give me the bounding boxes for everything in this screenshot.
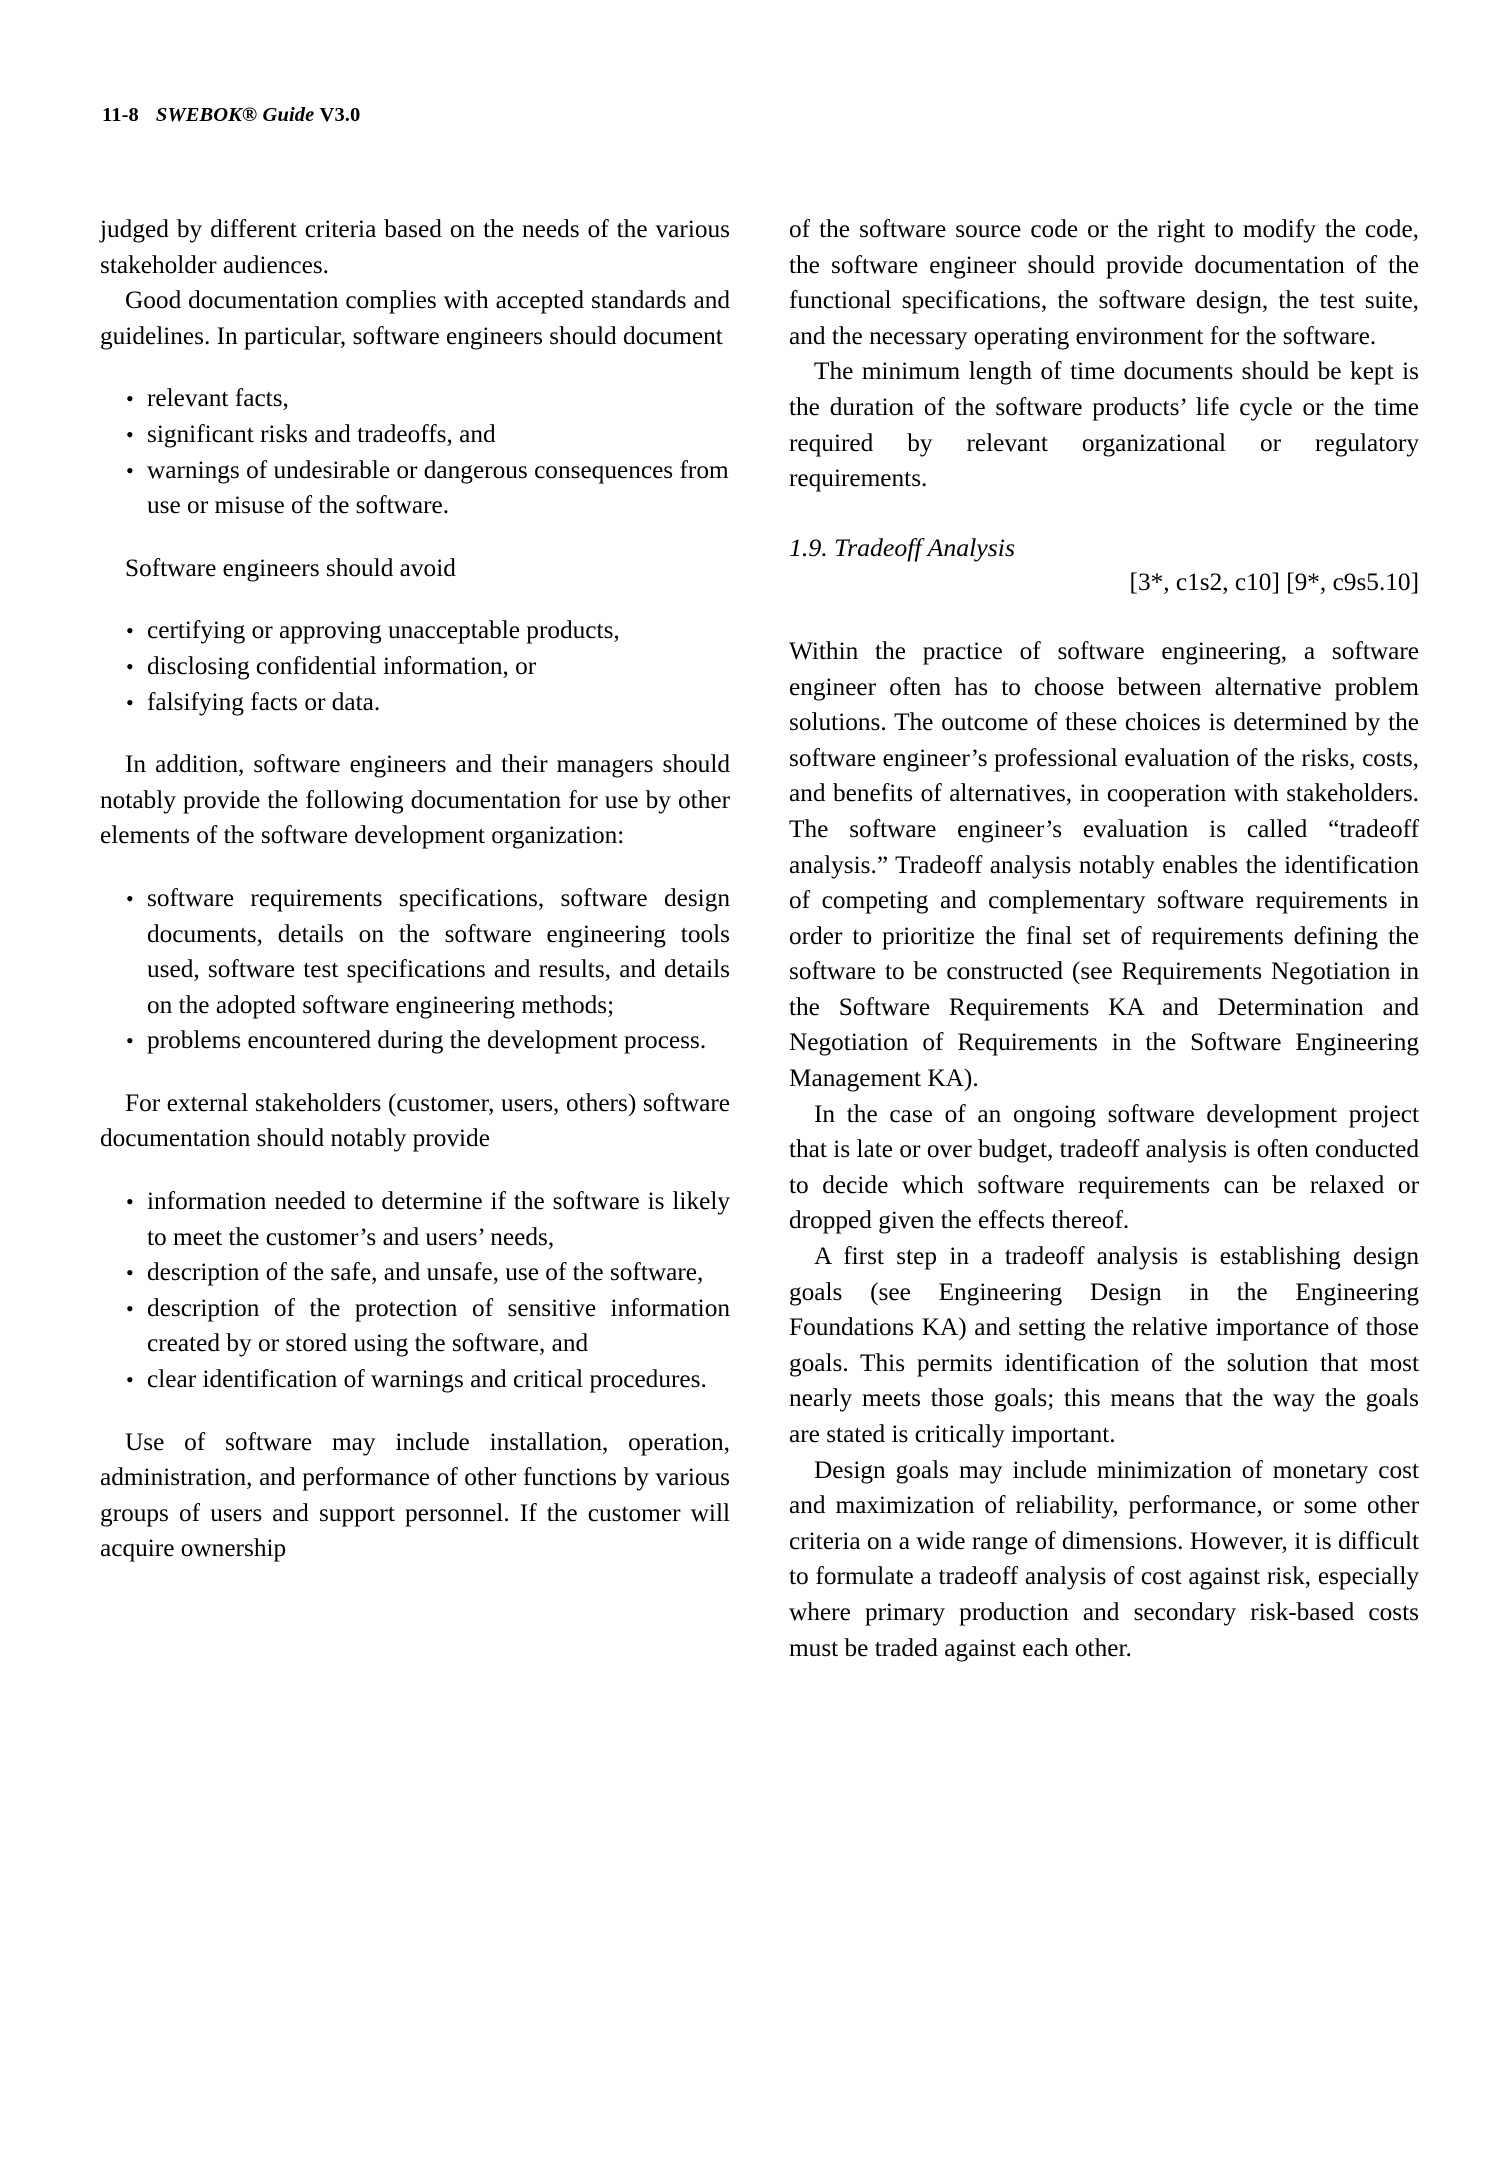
paragraph-good-documentation: Good documentation complies with accepted standards and guidelines. In particular, software engineers should document: [100, 286, 730, 350]
list-item: • clear identification of warnings and critical procedures.: [100, 1362, 730, 1398]
book-title: SWEBOK® Guide: [155, 104, 315, 126]
list-item: • description of the safe, and unsafe, use of the software,: [100, 1255, 730, 1291]
page-folio: 11-8: [102, 104, 139, 126]
left-column: [100, 212, 730, 1666]
paragraph-minimum-length: The minimum length of time documents should be kept is the duration of the software products’ life cycle or the time required by relevant organizational or regulatory requirements.: [789, 357, 1419, 493]
paragraph-ongoing-project: In the case of an ongoing software development project that is late or over budget, tradeoff analysis is often conducted to decide which software requirements can be relaxed or dropped given the effects thereof.: [789, 1099, 1419, 1235]
running-header: [102, 104, 360, 127]
section-heading-tradeoff-analysis: 1.9. Tradeoff Analysis: [789, 532, 1015, 562]
book-version: V3.0: [319, 104, 361, 126]
list-item: • information needed to determine if the software is likely to meet the customer’s and users’ needs,: [100, 1184, 730, 1255]
paragraph-design-goals: Design goals may include minimization of monetary cost and maximization of reliability, performance, or some other criteria on a wide range of dimensions. However, it is difficult to formulate a tradeoff analysis of cost against risk, especially where primary production and secondary risk-based costs must be traded against each other.: [789, 1455, 1419, 1662]
list-item: • significant risks and tradeoffs, and: [100, 417, 730, 453]
list-external-items: [100, 1184, 730, 1398]
paragraph-continued-right: of the software source code or the right to modify the code, the software engineer should provide documentation of the functional specifications, the software design, the test suite, and the necessary operating environment for the software.: [789, 215, 1419, 350]
list-item: • certifying or approving unacceptable products,: [100, 613, 730, 649]
paragraph-within-practice: Within the practice of software engineering, a software engineer often has to choose between alternative problem solutions. The outcome of these choices is determined by the software engineer’s professional evaluation of the risks, costs, and benefits of alternatives, in cooperation with stakeholders. The software engineer’s evaluation is called “tradeoff analysis.” Tradeoff analysis notably enables the identification of competing and complementary software requirements in order to prioritize the final set of requirements defining the software to be constructed (see Requirements Negotiation in the Software Requirements KA and Determination and Negotiation of Requirements in the Software Engineering Management KA).: [789, 636, 1419, 1093]
list-item: • relevant facts,: [100, 381, 730, 417]
paragraph-in-addition: In addition, software engineers and their managers should notably provide the following documentation for use by other elements of the software development organization:: [100, 750, 730, 850]
list-document-items: [100, 381, 730, 523]
paragraph-continued-left: judged by different criteria based on the needs of the various stakeholder audiences.: [100, 215, 730, 279]
list-item: • falsifying facts or data.: [100, 685, 730, 721]
paragraph-first-step: A first step in a tradeoff analysis is establishing design goals (see Engineering Design in the Engineering Foundations KA) and setting the relative importance of those goals. This permits identification of the solution that most nearly meets those goals; this means that the way the goals are stated is critically important.: [789, 1242, 1419, 1448]
paragraph-avoid-lead: Software engineers should avoid: [125, 553, 456, 582]
section-citation: [3*, c1s2, c10] [9*, c9s5.10]: [1129, 568, 1419, 597]
list-item: • description of the protection of sensitive information created by or stored using the software, and: [100, 1291, 730, 1362]
list-item: • software requirements specifications, software design documents, details on the software engineering tools used, software test specifications and results, and details on the adopted software engineering methods;: [100, 881, 730, 1023]
list-item: • disclosing confidential information, or: [100, 649, 730, 685]
right-column: [789, 212, 1419, 1666]
list-item: • warnings of undesirable or dangerous consequences from use or misuse of the software.: [100, 453, 730, 524]
list-documentation-items: [100, 881, 730, 1059]
list-avoid-items: [100, 613, 730, 720]
paragraph-external-stakeholders: For external stakeholders (customer, users, others) software documentation should notably provide: [100, 1088, 730, 1153]
two-column-body: [100, 212, 1420, 1666]
list-item: • problems encountered during the development process.: [100, 1023, 730, 1059]
paragraph-use-of-software: Use of software may include installation, operation, administration, and performance of other functions by various groups of users and support personnel. If the customer will acquire ownership: [100, 1427, 730, 1563]
